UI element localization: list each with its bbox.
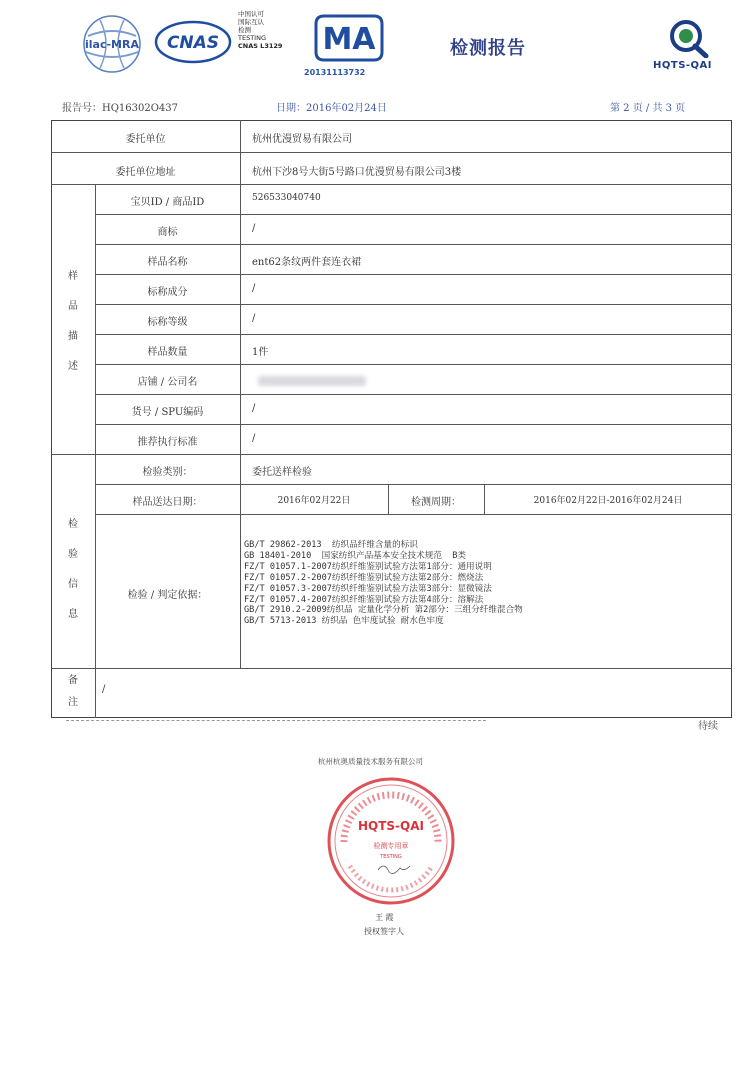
svg-text:ilac-MRA: ilac-MRA: [85, 38, 139, 51]
redacted-shop-name: [258, 376, 366, 386]
cnas-logo: [154, 20, 232, 64]
sample-section-label: 样 品 描 述: [68, 271, 78, 372]
svg-text:CNAS: CNAS: [166, 33, 220, 53]
client-address-value: 杭州下沙8号大街5号路口优漫贸易有限公司3楼: [252, 167, 462, 178]
sample-row-label: 标称等级: [147, 317, 188, 328]
table-rule: [95, 668, 96, 718]
client-address-label: 委托单位地址: [115, 167, 176, 178]
svg-text:TESTING: TESTING: [380, 854, 402, 860]
sample-row-value: 1件: [252, 347, 269, 358]
report-table: [51, 120, 732, 718]
report-title: 检测报告: [450, 38, 526, 59]
table-rule: [51, 668, 732, 669]
dashed-divider: [66, 720, 486, 721]
table-rule: [240, 120, 241, 668]
client-name-value: 杭州优漫贸易有限公司: [252, 134, 352, 145]
sample-row-label: 样品名称: [147, 257, 188, 268]
signatory-title: 授权签字人: [364, 927, 404, 936]
table-rule: [95, 364, 732, 365]
table-rule: [95, 424, 732, 425]
inspection-section-label: 检 验 信 息: [68, 519, 78, 620]
sample-row-label: 标称成分: [147, 287, 188, 298]
sample-row-value: /: [252, 283, 256, 294]
received-date-label: 样品送达日期：: [132, 497, 203, 508]
test-period-value: 2016年02月22日-2016年02月24日: [533, 496, 683, 506]
remarks-value: /: [102, 684, 106, 695]
standard-line: FZ/T 01057.1-2007纺织纤维鉴别试验方法第1部分：通用说明: [244, 561, 492, 572]
table-rule: [95, 274, 732, 275]
table-rule: [51, 184, 732, 185]
cma-logo: [312, 12, 386, 64]
standard-line: GB 18401-2010 国家纺织产品基本安全技术规范 B类: [244, 550, 467, 561]
report-date: 日期：2016年02月24日: [276, 103, 387, 114]
sample-row-label: 货号 / SPU编码: [131, 407, 204, 418]
client-name-label: 委托单位: [125, 134, 166, 145]
basis-label: 检验 / 判定依据：: [127, 590, 208, 601]
inspection-type-value: 委托送样检验: [252, 467, 312, 478]
company-seal-stamp: [322, 772, 460, 910]
table-rule: [51, 454, 732, 455]
sample-row-value: /: [252, 313, 256, 324]
table-rule: [95, 334, 732, 335]
table-rule: [95, 214, 732, 215]
svg-text:HQTS-QAI: HQTS-QAI: [357, 819, 425, 833]
ilac-mra-logo: [80, 12, 144, 76]
standard-line: GB/T 5713-2013 纺织品 色牢度试验 耐水色牢度: [244, 616, 444, 627]
standard-line: FZ/T 01057.2-2007纺织纤维鉴别试验方法第2部分：燃烧法: [244, 572, 484, 583]
cma-number: 20131113732: [304, 68, 366, 77]
table-rule: [51, 152, 732, 153]
sample-row-label: 宝贝ID / 商品ID: [130, 197, 205, 208]
remarks-label: 备 注: [68, 675, 78, 708]
standard-line: FZ/T 01057.3-2007纺织纤维鉴别试验方法第3部分：显微镜法: [244, 583, 492, 594]
hqts-qai-logo-text: HQTS-QAI: [653, 60, 713, 71]
company-name: 杭州杭奥质量技术服务有限公司: [318, 757, 423, 766]
sample-row-label: 商标: [157, 227, 178, 238]
standard-line: FZ/T 01057.4-2007纺织纤维鉴别试验方法第4部分：溶解法: [244, 594, 484, 605]
sample-row-value: 526533040740: [252, 193, 321, 203]
sample-row-value: /: [252, 223, 256, 234]
table-rule: [95, 514, 732, 515]
table-rule: [95, 304, 732, 305]
report-number: 报告号：HQ16302O437: [62, 103, 179, 114]
continued-note: 待续: [698, 721, 718, 732]
signatory-name: 王 霞: [375, 913, 394, 922]
basis-standards-list: [244, 540, 523, 627]
sample-row-label: 店铺 / 公司名: [137, 377, 198, 388]
table-rule: [95, 394, 732, 395]
received-date-value: 2016年02月22日: [277, 496, 351, 506]
cnas-accreditation-text: 中国认可 国际互认 检测 TESTING CNAS L3129: [238, 10, 283, 50]
svg-text:MA: MA: [322, 22, 376, 57]
inspection-type-label: 检验类别：: [142, 467, 193, 478]
svg-text:检测专用章: 检测专用章: [373, 842, 409, 850]
sample-row-value: ent62条纹两件套连衣裙: [252, 257, 362, 268]
sample-row-value: /: [252, 403, 256, 414]
sample-row-value: /: [252, 433, 256, 444]
standard-line: GB/T 29862-2013 纺织品纤维含量的标识: [244, 540, 418, 550]
table-rule: [95, 484, 732, 485]
sample-row-label: 推荐执行标准: [137, 437, 198, 448]
test-period-label: 检测周期：: [411, 497, 461, 508]
sample-row-label: 样品数量: [147, 347, 188, 358]
page-indicator: 第 2 页 / 共 3 页: [610, 99, 750, 1067]
standard-line: GB/T 2910.2-2009纺织品 定量化学分析 第2部分：三组分纤维混合物: [244, 605, 523, 616]
table-rule: [95, 244, 732, 245]
hqts-qai-logo-icon: [664, 18, 714, 58]
